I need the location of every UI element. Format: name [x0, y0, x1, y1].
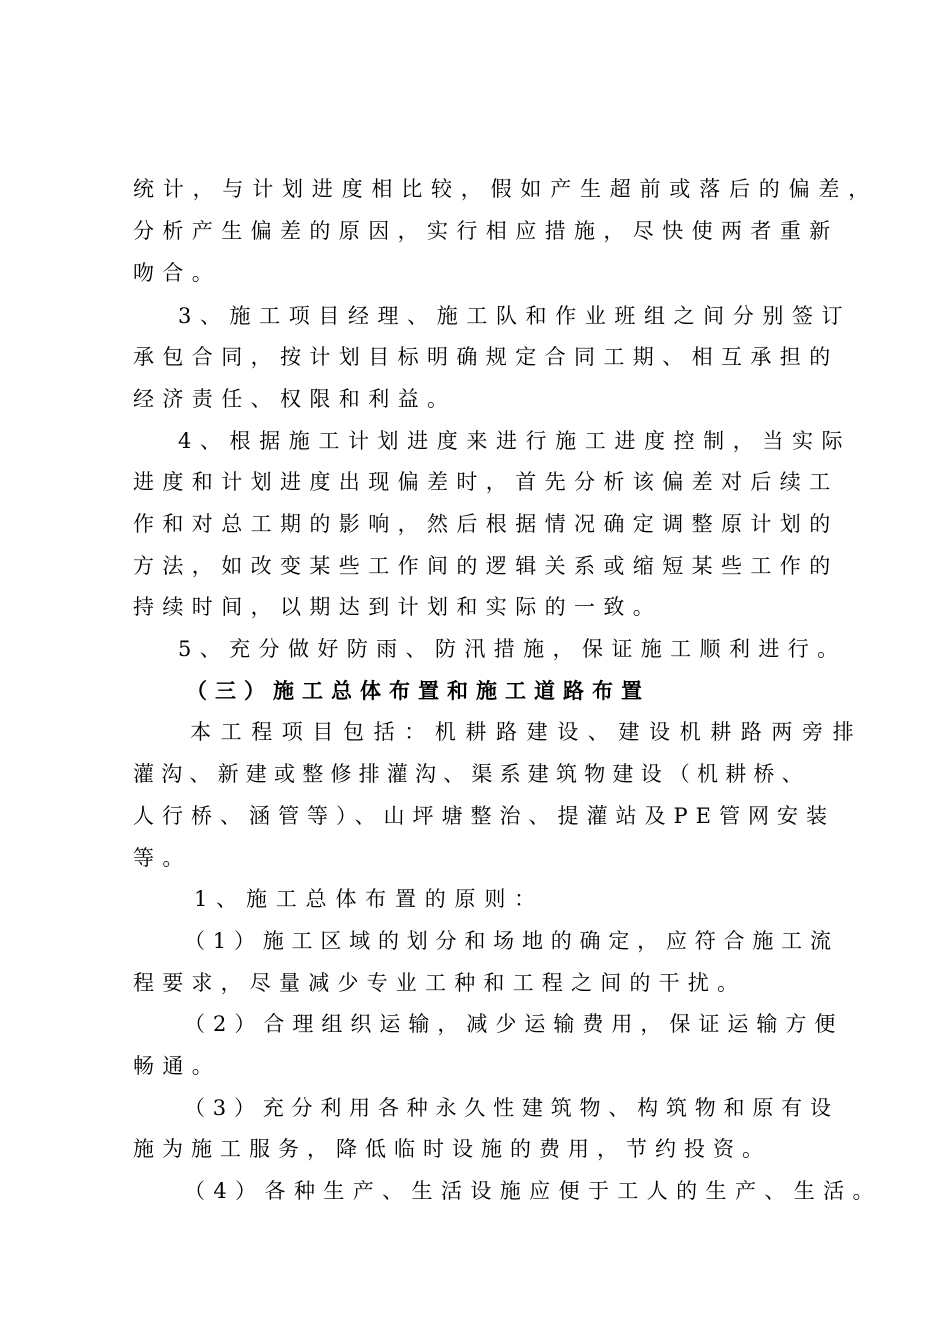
text-line-9: 作和对总工期的影响，然后根据情况确定调整原计划的 — [133, 512, 839, 536]
text-line-10: 方法，如改变某些工作间的逻辑关系或缩短某些工作的 — [133, 554, 839, 578]
text-line-6: 经济责任、权限和利益。 — [133, 387, 457, 411]
text-line-8: 进度和计划进度出现偏差时，首先分析该偏差对后续工 — [133, 470, 839, 494]
text-line-16: 人行桥、涵管等）、山坪塘整治、提灌站及PE管网安装 — [133, 804, 835, 828]
text-line-18: 1、施工总体布置的原则： — [194, 887, 544, 911]
text-line-23: （3）充分利用各种永久性建筑物、构筑物和原有设 — [184, 1096, 839, 1120]
text-line-24: 施为施工服务，降低临时设施的费用，节约投资。 — [133, 1137, 771, 1161]
text-line-19: （1）施工区域的划分和场地的确定，应符合施工流 — [184, 929, 839, 953]
text-line-14: 本工程项目包括：机耕路建设、建设机耕路两旁排 — [190, 720, 864, 744]
text-line-4: 3、施工项目经理、施工队和作业班组之间分别签订 — [178, 304, 852, 328]
text-line-20: 程要求，尽量减少专业工种和工程之间的干扰。 — [133, 971, 747, 995]
text-line-12: 5、充分做好防雨、防汛措施，保证施工顺利进行。 — [178, 637, 847, 661]
text-line-2: 分析产生偏差的原因，实行相应措施，尽快使两者重新 — [133, 219, 839, 243]
text-line-15: 灌沟、新建或整修排灌沟、渠系建筑物建设（机耕桥、 — [133, 762, 810, 786]
section-heading: （三）施工总体布置和施工道路布置 — [186, 678, 650, 703]
text-line-7: 4、根据施工计划进度来进行施工进度控制，当实际 — [178, 429, 852, 453]
text-line-3: 吻合。 — [133, 261, 222, 285]
text-line-5: 承包合同，按计划目标明确规定合同工期、相互承担的 — [133, 345, 839, 369]
text-line-1: 统计，与计划进度相比较，假如产生超前或落后的偏差， — [133, 177, 878, 201]
text-line-11: 持续时间，以期达到计划和实际的一致。 — [133, 595, 663, 619]
text-line-17: 等。 — [133, 846, 192, 870]
text-line-22: 畅通。 — [133, 1054, 222, 1078]
text-line-21: （2）合理组织运输，减少运输费用，保证运输方便 — [184, 1012, 844, 1036]
text-line-25: （4）各种生产、生活设施应便于工人的生产、生活。 — [184, 1179, 882, 1203]
